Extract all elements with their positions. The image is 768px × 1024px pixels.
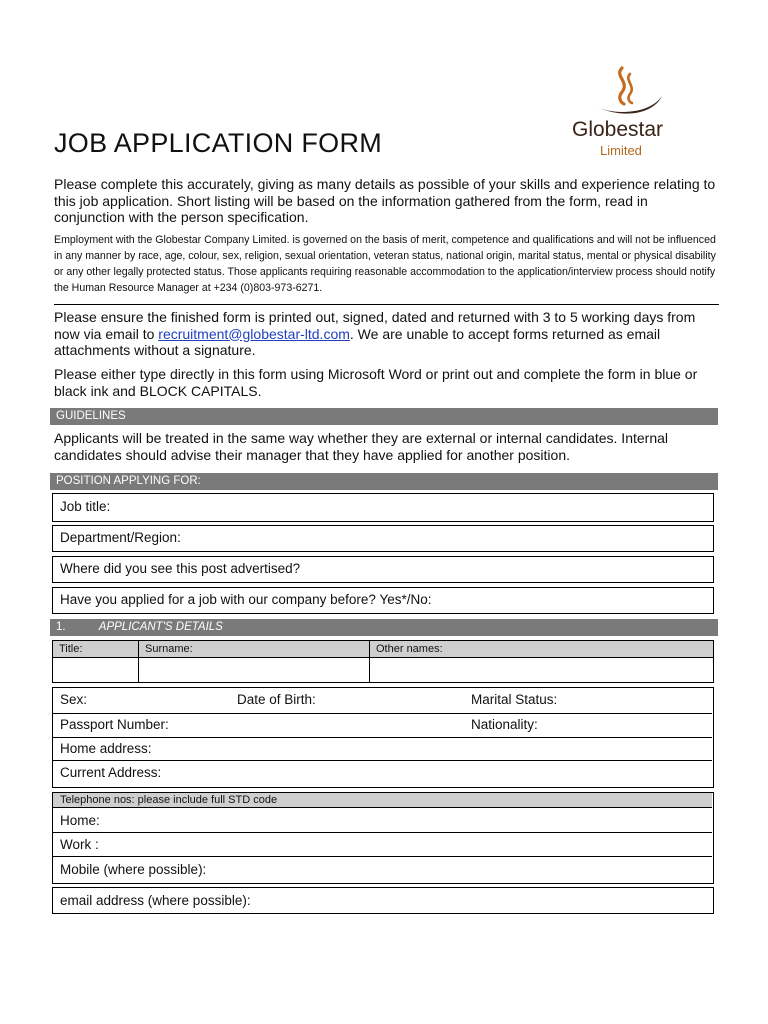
nationality-field[interactable]: Nationality: bbox=[471, 717, 538, 732]
title-input[interactable] bbox=[53, 658, 139, 683]
personal-details-block bbox=[52, 687, 714, 788]
name-table bbox=[52, 640, 714, 683]
telephone-block bbox=[52, 792, 714, 884]
department-region-field[interactable]: Department/Region: bbox=[52, 525, 714, 552]
surname-label: Surname: bbox=[139, 641, 370, 658]
passport-nationality-row bbox=[53, 713, 712, 738]
recruitment-email-link[interactable]: recruitment@globestar-ltd.com bbox=[158, 325, 350, 342]
logo-subtitle: Limited bbox=[600, 143, 642, 158]
applied-before-field[interactable]: Have you applied for a job with our company before? Yes*/No: bbox=[52, 587, 714, 614]
email-address-field[interactable]: email address (where possible): bbox=[52, 887, 714, 914]
return-instructions bbox=[54, 309, 719, 359]
other-names-input[interactable] bbox=[370, 658, 714, 683]
passport-number-field[interactable]: Passport Number: bbox=[60, 717, 169, 732]
dob-field[interactable]: Date of Birth: bbox=[237, 692, 316, 707]
guidelines-text: Applicants will be treated in the same way whether they are external or internal candidates. Internal candidates should advise their manager that they have applied for another position. bbox=[54, 430, 669, 463]
return-text-after: . We are unable to accept forms returned as email attachments without a signature. bbox=[54, 325, 661, 358]
title-label: Title: bbox=[53, 641, 139, 658]
position-heading: POSITION APPLYING FOR: bbox=[50, 473, 718, 490]
sex-dob-marital-row bbox=[53, 688, 712, 714]
completion-instructions: Please either type directly in this form using Microsoft Word or print out and complete the form in blue or black ink and BLOCK CAPITALS. bbox=[54, 366, 698, 399]
home-phone-field[interactable]: Home: bbox=[53, 808, 712, 833]
guidelines-heading: GUIDELINES bbox=[50, 408, 718, 425]
work-phone-field[interactable]: Work : bbox=[53, 833, 712, 857]
current-address-field[interactable]: Current Address: bbox=[60, 765, 162, 780]
sex-field[interactable]: Sex: bbox=[60, 692, 88, 707]
surname-input[interactable] bbox=[139, 658, 370, 683]
logo-name: Globestar bbox=[572, 118, 664, 141]
return-text-before: Please ensure the finished form is printed out, signed, dated and returned with 3 to 5 working days from now via email to bbox=[54, 309, 696, 342]
page-title: JOB APPLICATION FORM bbox=[54, 128, 383, 158]
section-number: 1. bbox=[56, 621, 66, 633]
intro-paragraph: Please complete this accurately, giving as many details as possible of your skills and experience relating to this job application. Short listing will be based on the information gathered from the form, read in conjunction with the person specification. bbox=[54, 176, 716, 225]
marital-status-field[interactable]: Marital Status: bbox=[471, 692, 558, 707]
divider bbox=[54, 304, 719, 305]
home-address-field[interactable]: Home address: bbox=[53, 737, 712, 761]
equal-opportunity-statement: Employment with the Globestar Company Limited. is governed on the basis of merit, competence and qualifications and will not be influenced in any manner by race, age, colour, sex, religion, sexual orientation, veteran status, national origin, marital status, mental or physical disability or any other legally protected status. Those applicants requiring reasonable accommodation to the application/interview process should notify the Human Resource Manager at +234 (0)803-973-6271. bbox=[54, 234, 716, 294]
mobile-phone-field[interactable]: Mobile (where possible): bbox=[60, 862, 207, 877]
section-title: APPLICANT'S DETAILS bbox=[98, 621, 223, 633]
post-advertised-field[interactable]: Where did you see this post advertised? bbox=[52, 556, 714, 583]
steam-icon bbox=[620, 68, 632, 104]
telephone-heading: Telephone nos: please include full STD code bbox=[53, 793, 712, 808]
other-names-label: Other names: bbox=[370, 641, 714, 658]
job-title-field[interactable]: Job title: bbox=[52, 493, 714, 522]
applicant-details-heading bbox=[50, 619, 718, 636]
